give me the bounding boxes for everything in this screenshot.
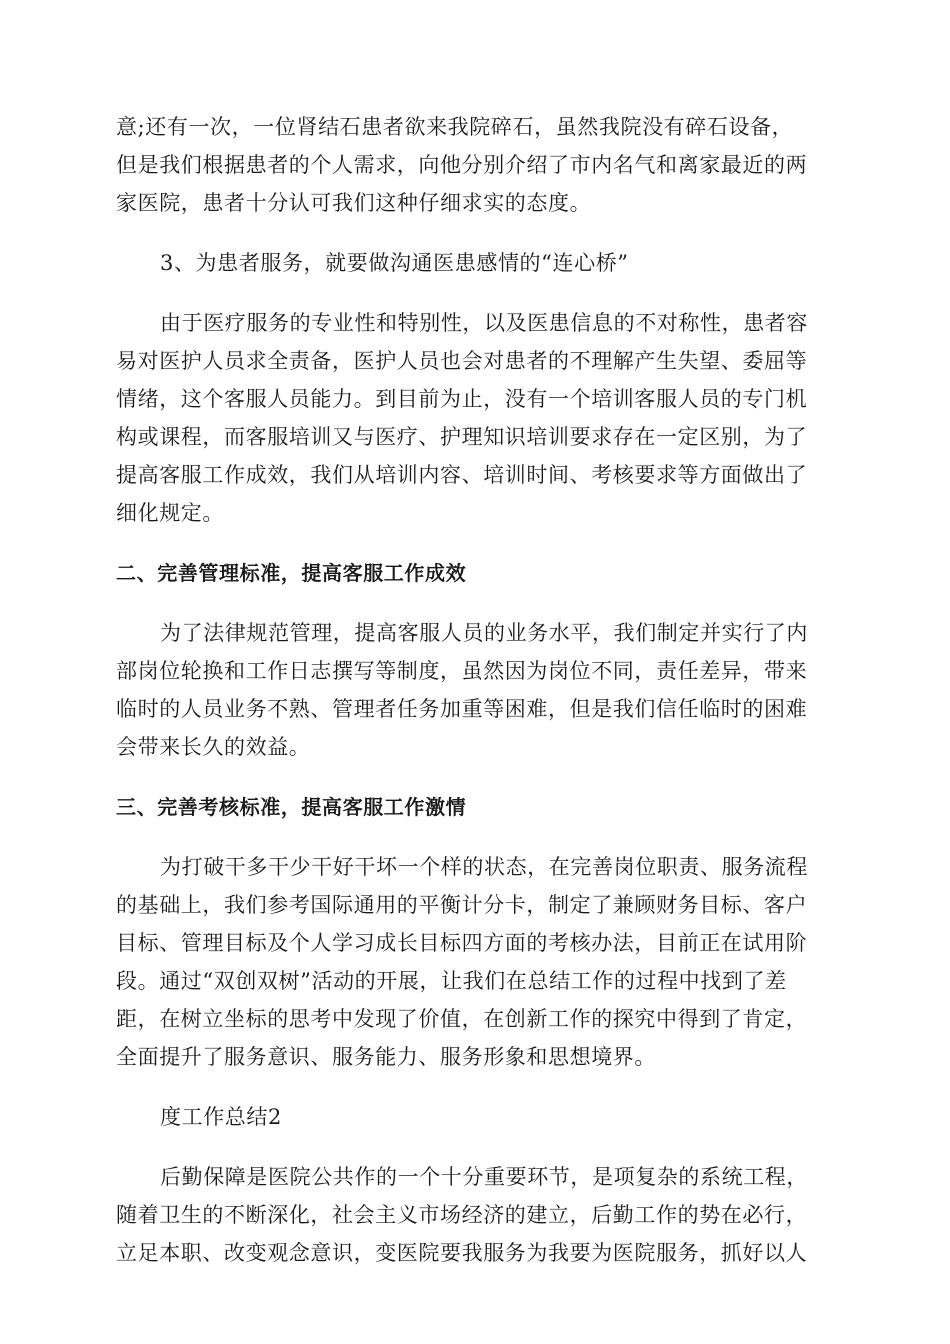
document-page	[116, 108, 836, 1272]
text-line: 易对医护人员求全责备，医护人员也会对患者的不理解产生失望、委屈等	[116, 349, 808, 373]
text-line: 情绪，这个客服人员能力。到目前为止，没有一个培训客服人员的专门机	[116, 387, 808, 411]
subheading-bridge	[116, 244, 836, 282]
text-line: 由于医疗服务的专业性和特别性，以及医患信息的不对称性，患者容	[160, 311, 808, 335]
text-line: 随着卫生的不断深化，社会主义市场经济的建立，后勤工作的势在必行，	[116, 1203, 808, 1227]
text-line: 构或课程，而客服培训又与医疗、护理知识培训要求存在一定区别，为了	[116, 425, 808, 449]
section-heading-assessment	[116, 788, 836, 826]
text-line: 段。通过“双创双树”活动的开展，让我们在总结工作的过程中找到了差	[116, 969, 787, 993]
text-line: 部岗位轮换和工作日志撰写等制度，虽然因为岗位不同，责任差异，带来	[116, 659, 808, 683]
text-line: 提高客服工作成效，我们从培训内容、培训时间、考核要求等方面做出了	[116, 463, 808, 487]
text-line: 会带来长久的效益。	[116, 735, 311, 759]
text-line: 细化规定。	[116, 501, 224, 525]
paragraph-logistics	[116, 1158, 836, 1272]
summary-title-2	[116, 1098, 836, 1136]
text-line: 但是我们根据患者的个人需求，向他分别介绍了市内名气和离家最近的两	[116, 153, 808, 177]
heading-text: 二、完善管理标准，提高客服工作成效	[116, 561, 467, 585]
text-line: 立足本职、改变观念意识，变医院要我服务为我要为医院服务，抓好以人	[116, 1241, 808, 1265]
text-line: 家医院，患者十分认可我们这种仔细求实的态度。	[116, 191, 592, 215]
text-line: 3、为患者服务，就要做沟通医患感情的“连心桥”	[160, 251, 629, 275]
text-line: 目标、管理目标及个人学习成长目标四方面的考核办法，目前正在试用阶	[116, 931, 808, 955]
text-line: 全面提升了服务意识、服务能力、服务形象和思想境界。	[116, 1045, 656, 1069]
paragraph-assessment	[116, 848, 836, 1076]
heading-text: 三、完善考核标准，提高客服工作激情	[116, 795, 467, 819]
text-line: 度工作总结2	[160, 1105, 282, 1129]
text-line: 为打破干多干少干好干坏一个样的状态，在完善岗位职责、服务流程	[160, 855, 808, 879]
text-line: 临时的人员业务不熟、管理者任务加重等困难，但是我们信任临时的困难	[116, 697, 808, 721]
text-line: 为了法律规范管理，提高客服人员的业务水平，我们制定并实行了内	[160, 621, 808, 645]
text-line: 的基础上，我们参考国际通用的平衡计分卡，制定了兼顾财务目标、客户	[116, 893, 808, 917]
text-line: 后勤保障是医院公共作的一个十分重要环节，是项复杂的系统工程，	[160, 1165, 808, 1189]
paragraph-training	[116, 304, 836, 532]
section-heading-management	[116, 554, 836, 592]
paragraph-kidney-stone-case	[116, 108, 836, 222]
paragraph-management	[116, 614, 836, 766]
text-line: 意;还有一次，一位肾结石患者欲来我院碎石，虽然我院没有碎石设备，	[116, 115, 794, 139]
text-line: 距，在树立坐标的思考中发现了价值，在创新工作的探究中得到了肯定，	[116, 1007, 808, 1031]
